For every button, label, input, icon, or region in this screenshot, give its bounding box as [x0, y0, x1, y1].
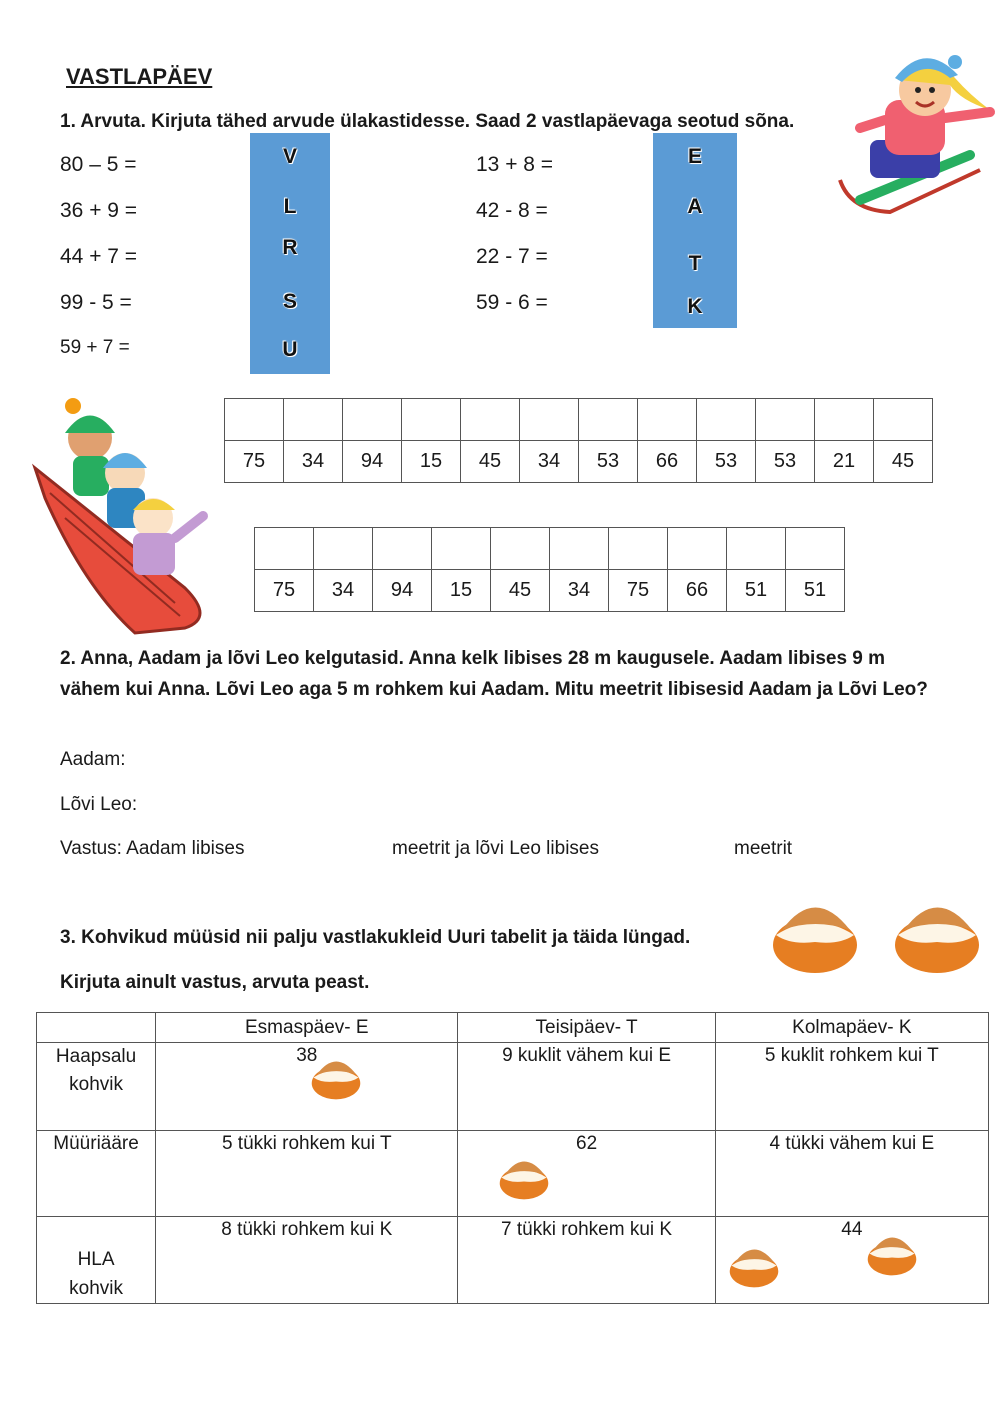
- task2-text: 2. Anna, Aadam ja lõvi Leo kelgutasid. Anna kelk libises 28 m kaugusele. Aadam libises 9 m vähem kui Anna. Lõvi Leo aga 5 m rohkem kui Aadam. Mitu meetrit libisesid Aadam ja Lõvi Leo?: [60, 648, 928, 700]
- answer-cell[interactable]: [314, 528, 373, 570]
- cafe-name-line: Haapsalu: [55, 1046, 137, 1067]
- equation: 22 - 7 =: [476, 245, 548, 268]
- table-cell: [715, 1217, 988, 1304]
- table-row: [37, 1131, 989, 1217]
- table-cell: [156, 1217, 458, 1304]
- header-cell: Teisipäev- T: [458, 1013, 715, 1043]
- table-row: [37, 1217, 989, 1304]
- letter: K: [687, 295, 703, 318]
- cell-value: 9 kuklit vähem kui E: [502, 1045, 672, 1066]
- number-row: [225, 441, 933, 483]
- answer-row: [225, 399, 933, 441]
- number-cell: 75: [225, 441, 284, 483]
- answer-cell[interactable]: [520, 399, 579, 441]
- number-cell: 15: [432, 570, 491, 612]
- table-cell: [156, 1043, 458, 1131]
- kids-sled-illustration: [25, 388, 225, 638]
- answer-cell[interactable]: [284, 399, 343, 441]
- bun-icon: [498, 1151, 550, 1201]
- letter: E: [687, 145, 702, 168]
- table-header-row: [37, 1013, 989, 1043]
- answer-cell[interactable]: [373, 528, 432, 570]
- table-cell: [458, 1131, 715, 1217]
- bun-icon: [310, 1051, 362, 1101]
- cafe-name-line: HLA: [77, 1249, 115, 1270]
- cafe-name-line: kohvik: [69, 1278, 123, 1299]
- answer-cell[interactable]: [579, 399, 638, 441]
- header-cell: [37, 1013, 156, 1043]
- table-cell: [715, 1131, 988, 1217]
- task3-sub-instruction: Kirjuta ainult vastus, arvuta peast.: [60, 972, 370, 993]
- answer-cell[interactable]: [491, 528, 550, 570]
- equation: 99 - 5 =: [60, 291, 132, 314]
- bun-sales-table: [36, 1012, 989, 1304]
- letter-box-right: [653, 133, 737, 328]
- number-cell: 75: [255, 570, 314, 612]
- table-cell: [156, 1131, 458, 1217]
- equation: 44 + 7 =: [60, 245, 138, 268]
- answer-cell[interactable]: [668, 528, 727, 570]
- girl-sled-illustration: [830, 40, 1000, 230]
- leo-label: Lõvi Leo:: [60, 794, 138, 815]
- task3-instruction: 3. Kohvikud müüsid nii palju vastlakukleid Uuri tabelit ja täida lüngad.: [60, 927, 691, 948]
- table-cell: [715, 1043, 988, 1131]
- number-cell: 94: [373, 570, 432, 612]
- bun-icon: [770, 890, 860, 975]
- table-row: [37, 1043, 989, 1131]
- cafe-name: [37, 1131, 156, 1217]
- number-cell: 66: [668, 570, 727, 612]
- equation: 36 + 9 =: [60, 199, 138, 222]
- equation: 42 - 8 =: [476, 199, 548, 222]
- letter: S: [282, 290, 297, 313]
- number-cell: 53: [579, 441, 638, 483]
- answer-part3: meetrit: [734, 838, 793, 859]
- answer-cell[interactable]: [432, 528, 491, 570]
- number-cell: 51: [786, 570, 845, 612]
- cafe-name-line: kohvik: [69, 1074, 123, 1095]
- answer-cell[interactable]: [756, 399, 815, 441]
- equation: 13 + 8 =: [476, 153, 554, 176]
- cell-value: 5 tükki rohkem kui T: [221, 1133, 392, 1154]
- number-cell: 53: [756, 441, 815, 483]
- cell-value: 62: [576, 1133, 598, 1154]
- bun-icon: [866, 1227, 918, 1277]
- cafe-name: [37, 1043, 156, 1131]
- answer-cell[interactable]: [786, 528, 845, 570]
- cell-value: 7 tükki rohkem kui K: [501, 1219, 673, 1240]
- letter: R: [282, 236, 298, 259]
- number-cell: 21: [815, 441, 874, 483]
- answer-part1: Vastus: Aadam libises: [60, 838, 245, 859]
- cell-value: 38: [296, 1045, 318, 1066]
- equation: 80 – 5 =: [60, 153, 137, 176]
- number-cell: 34: [520, 441, 579, 483]
- table-cell: [458, 1217, 715, 1304]
- answer-part2: meetrit ja lõvi Leo libises: [392, 838, 599, 859]
- cell-value: 5 kuklit rohkem kui T: [764, 1045, 939, 1066]
- letter: A: [687, 195, 703, 218]
- answer-cell[interactable]: [461, 399, 520, 441]
- number-cell: 45: [491, 570, 550, 612]
- number-cell: 45: [874, 441, 933, 483]
- number-cell: 34: [284, 441, 343, 483]
- number-cell: 34: [550, 570, 609, 612]
- answer-cell[interactable]: [402, 399, 461, 441]
- answer-cell[interactable]: [609, 528, 668, 570]
- equation: 59 + 7 =: [60, 337, 130, 358]
- letter-box-left: [250, 133, 330, 374]
- letter: V: [282, 145, 297, 168]
- number-cell: 34: [314, 570, 373, 612]
- table-cell: [458, 1043, 715, 1131]
- number-cell: 51: [727, 570, 786, 612]
- number-cell: 15: [402, 441, 461, 483]
- number-cell: 45: [461, 441, 520, 483]
- code-table-2: [254, 527, 845, 612]
- cafe-name-line: Müüriääre: [53, 1133, 139, 1154]
- task1-instruction: 1. Arvuta. Kirjuta tähed arvude ülakastidesse. Saad 2 vastlapäevaga seotud sõna.: [60, 111, 795, 132]
- equation: 59 - 6 =: [476, 291, 548, 314]
- answer-cell[interactable]: [697, 399, 756, 441]
- answer-cell[interactable]: [815, 399, 874, 441]
- bun-icon: [728, 1239, 780, 1289]
- cafe-name: [37, 1217, 156, 1304]
- answer-cell[interactable]: [255, 528, 314, 570]
- letter: T: [688, 252, 702, 275]
- header-cell: Kolmapäev- K: [715, 1013, 988, 1043]
- answer-row: [255, 528, 845, 570]
- page-title: VASTLAPÄEV: [66, 64, 213, 89]
- number-cell: 75: [609, 570, 668, 612]
- letter: U: [282, 338, 298, 361]
- answer-cell[interactable]: [225, 399, 284, 441]
- cell-value: 4 tükki vähem kui E: [769, 1133, 935, 1154]
- code-table-1: [224, 398, 933, 483]
- answer-cell[interactable]: [638, 399, 697, 441]
- header-cell: Esmaspäev- E: [156, 1013, 458, 1043]
- cell-value: 44: [841, 1219, 863, 1240]
- number-cell: 53: [697, 441, 756, 483]
- letter: L: [283, 195, 297, 218]
- aadam-label: Aadam:: [60, 749, 126, 770]
- bun-icon: [892, 890, 982, 975]
- number-row: [255, 570, 845, 612]
- answer-cell[interactable]: [343, 399, 402, 441]
- cell-value: 8 tükki rohkem kui K: [221, 1219, 393, 1240]
- answer-cell[interactable]: [727, 528, 786, 570]
- answer-cell[interactable]: [874, 399, 933, 441]
- number-cell: 94: [343, 441, 402, 483]
- answer-cell[interactable]: [550, 528, 609, 570]
- number-cell: 66: [638, 441, 697, 483]
